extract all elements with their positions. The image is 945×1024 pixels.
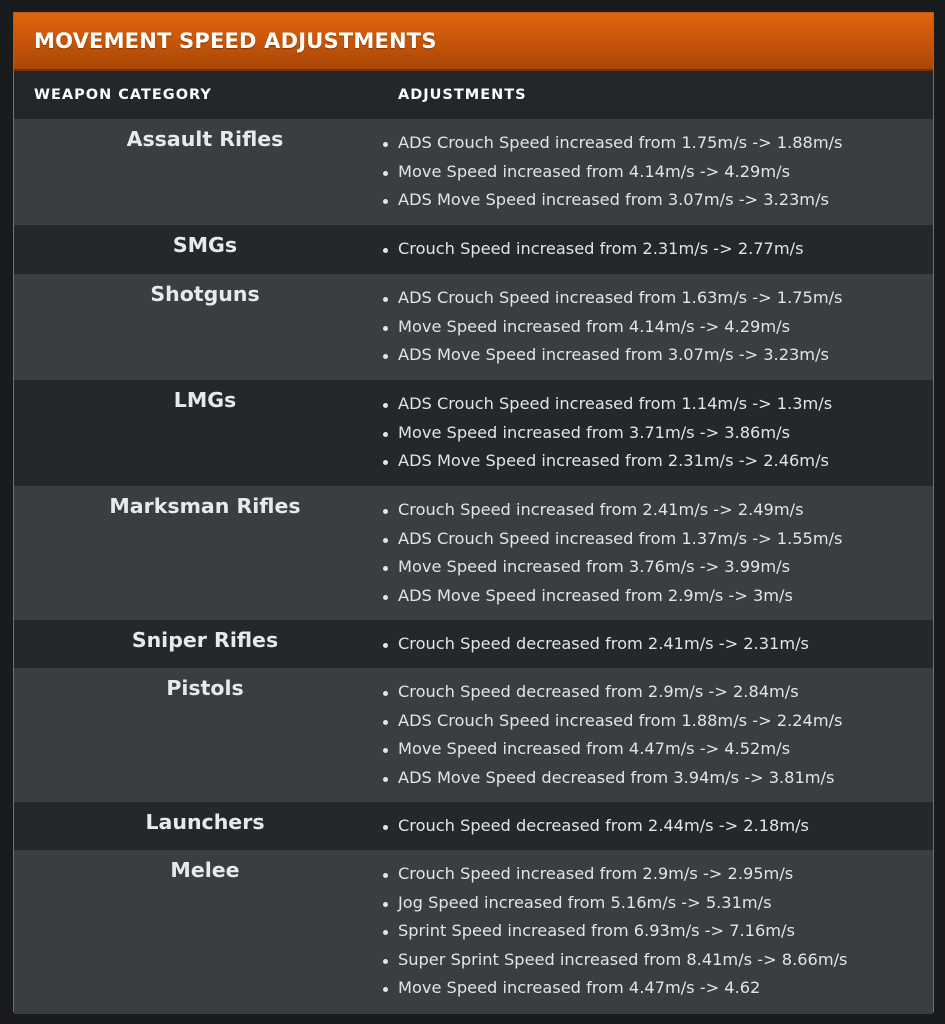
weapon-category-label: SMGs [172,233,238,257]
weapon-category-cell [14,802,398,850]
table-row [14,274,933,380]
adjustments-list [398,620,933,668]
weapon-category-label: Melee [170,858,240,882]
weapon-category-label: LMGs [173,388,237,412]
adjustment-item: Move Speed increased from 4.47m/s -> 4.52m/s [383,735,933,764]
adjustments-list [398,668,933,802]
weapon-category-cell [14,380,398,486]
adjustment-item: ADS Move Speed increased from 3.07m/s -> 3.23m/s [383,186,933,215]
table-title: MOVEMENT SPEED ADJUSTMENTS [34,29,437,53]
weapon-category-cell [14,119,398,225]
weapon-category-label: Sniper Rifles [131,628,279,652]
adjustments-list [398,486,933,620]
title-bar [14,13,933,71]
weapon-category-cell [14,486,398,620]
adjustment-item: Move Speed increased from 4.14m/s -> 4.29m/s [383,158,933,187]
adjustment-item: ADS Move Speed decreased from 3.94m/s -> 3.81m/s [383,764,933,793]
weapon-category-cell [14,274,398,380]
table-body [14,119,933,1014]
weapon-category-label: Launchers [145,810,265,834]
column-header-row [14,71,933,119]
table-row [14,620,933,668]
adjustment-item: Move Speed increased from 4.47m/s -> 4.62 [383,974,933,1003]
adjustment-item: ADS Crouch Speed increased from 1.37m/s -> 1.55m/s [383,525,933,554]
adjustment-item: Crouch Speed decreased from 2.41m/s -> 2.31m/s [383,630,933,659]
movement-speed-table [13,12,934,1012]
adjustment-item: ADS Crouch Speed increased from 1.63m/s -> 1.75m/s [383,284,933,313]
adjustment-item: ADS Crouch Speed increased from 1.75m/s -> 1.88m/s [383,129,933,158]
adjustment-item: ADS Move Speed increased from 2.31m/s -> 2.46m/s [383,447,933,476]
adjustments-list [398,119,933,225]
adjustments-list [398,802,933,850]
adjustments-list [398,380,933,486]
weapon-category-label: Shotguns [150,282,260,306]
adjustment-item: Crouch Speed decreased from 2.9m/s -> 2.84m/s [383,678,933,707]
adjustment-item: ADS Crouch Speed increased from 1.88m/s -> 2.24m/s [383,707,933,736]
adjustment-item: Super Sprint Speed increased from 8.41m/s -> 8.66m/s [383,946,933,975]
adjustment-item: Move Speed increased from 3.76m/s -> 3.99m/s [383,553,933,582]
adjustment-item: ADS Move Speed increased from 2.9m/s -> 3m/s [383,582,933,611]
weapon-category-cell [14,668,398,802]
adjustment-item: Crouch Speed decreased from 2.44m/s -> 2.18m/s [383,812,933,841]
weapon-category-label: Assault Rifles [126,127,284,151]
table-row [14,225,933,274]
adjustment-item: Jog Speed increased from 5.16m/s -> 5.31m/s [383,889,933,918]
table-row [14,802,933,850]
weapon-category-label: Pistols [166,676,244,700]
adjustment-item: Crouch Speed increased from 2.9m/s -> 2.95m/s [383,860,933,889]
table-row [14,380,933,486]
table-row [14,850,933,1014]
weapon-category-cell [14,225,398,274]
adjustment-item: Crouch Speed increased from 2.31m/s -> 2.77m/s [383,235,933,264]
adjustments-list [398,850,933,1014]
adjustment-item: Move Speed increased from 3.71m/s -> 3.86m/s [383,419,933,448]
adjustment-item: Move Speed increased from 4.14m/s -> 4.29m/s [383,313,933,342]
adjustment-item: Sprint Speed increased from 6.93m/s -> 7.16m/s [383,917,933,946]
adjustment-item: ADS Crouch Speed increased from 1.14m/s -> 1.3m/s [383,390,933,419]
table-row [14,668,933,802]
column-header-weapon-category: WEAPON CATEGORY [34,87,212,103]
adjustment-item: ADS Move Speed increased from 3.07m/s -> 3.23m/s [383,341,933,370]
table-row [14,119,933,225]
adjustment-item: Crouch Speed increased from 2.41m/s -> 2.49m/s [383,496,933,525]
weapon-category-cell [14,850,398,1014]
table-row [14,486,933,620]
column-header-adjustments: ADJUSTMENTS [398,87,527,103]
adjustments-list [398,225,933,274]
weapon-category-cell [14,620,398,668]
adjustments-list [398,274,933,380]
weapon-category-label: Marksman Rifles [109,494,301,518]
